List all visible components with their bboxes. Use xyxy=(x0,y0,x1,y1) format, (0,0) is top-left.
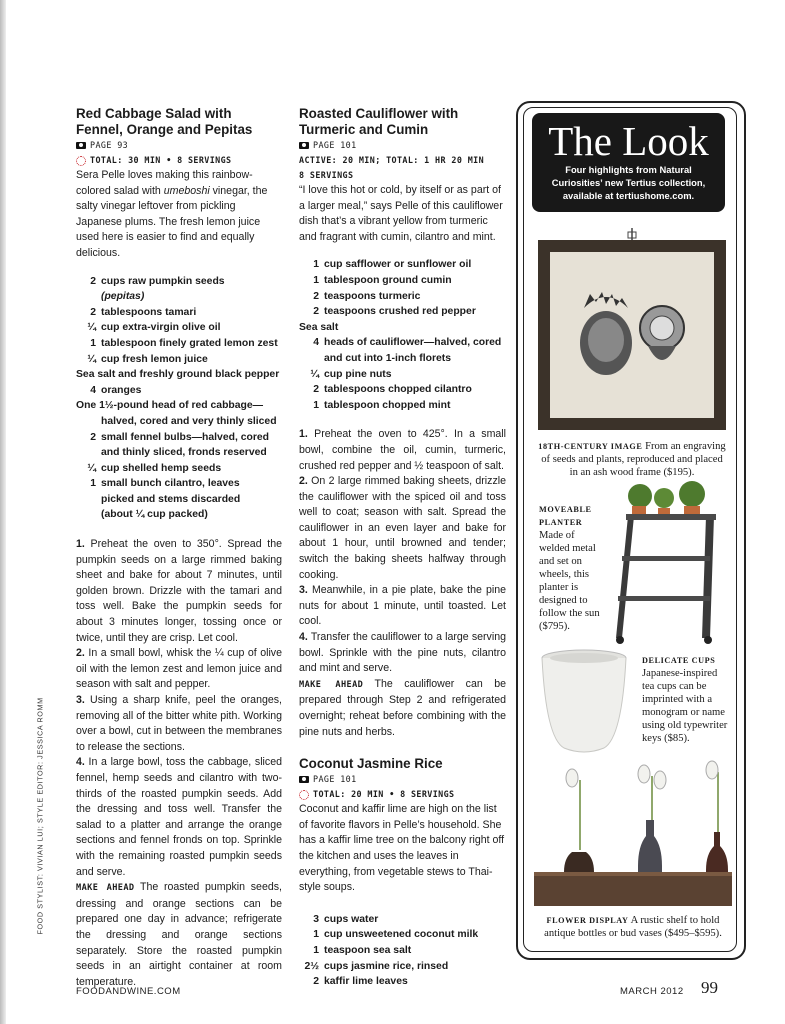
ingredient-text: cup extra-virgin olive oil xyxy=(101,322,221,334)
flower-display-image xyxy=(532,760,734,910)
ingredient-qty: 1 xyxy=(313,944,319,956)
ingredient-item xyxy=(76,336,282,352)
ingredient-qty: 1 xyxy=(313,399,319,411)
ingredient-text: cup safflower or sunflower oil xyxy=(324,259,472,271)
ingredient-text: teaspoon sea salt xyxy=(324,944,412,956)
recipe-steps xyxy=(76,537,282,880)
make-ahead: MAKE AHEAD The cauliflower can be prepared through Step 2 and refrigerated overnight; reheat before combining with the pine nuts and herbs. xyxy=(299,677,506,738)
ingredient-text: oranges xyxy=(101,384,142,396)
ingredient-qty xyxy=(76,507,101,523)
step-item xyxy=(76,755,282,880)
the-look-subtitle: Four highlights from Natural Curiosities’ new Tertius collection, available at tertiushome.com. xyxy=(551,164,706,201)
caption-planter: MOVEABLE PLANTER Made of welded metal and set on wheels, this planter is designed to follow the sun ($795). xyxy=(539,505,600,632)
step-number: 1. xyxy=(299,428,308,441)
ingredient-qty xyxy=(76,289,101,305)
ingredient-text: tablespoons tamari xyxy=(101,306,197,318)
ingredient-text: and cut into 1-inch florets xyxy=(324,352,452,364)
recipe-page-ref: PAGE 101 xyxy=(299,772,506,787)
recipe-title: Red Cabbage Salad with Fennel, Orange and Pepitas xyxy=(76,106,253,137)
ingredient-qty: 2 xyxy=(313,384,319,396)
ingredient-qty: 2 xyxy=(313,976,319,988)
photo-credit: FOOD STYLIST: VIVIAN LUI; STYLE EDITOR: JESSICA ROMM xyxy=(35,697,45,935)
step-item xyxy=(76,693,282,755)
step-item xyxy=(299,427,506,474)
camera-icon xyxy=(299,142,309,149)
ingredient-qty xyxy=(299,351,324,367)
ingredient-text: cup fresh lemon juice xyxy=(101,353,208,365)
ingredient-text: (about ¼ cup packed) xyxy=(101,509,208,521)
ingredient-item xyxy=(76,352,282,368)
step-text: Preheat the oven to 350°. Spread the pumpkin seeds on a large rimmed baking sheet and bake for about 7 minutes, until golden brown. Drizzle with the tamari and toss well. Bake the pumpkin seeds for about 3 minutes longer, tossing once or twice, until they are crisp. Let cool. xyxy=(76,538,282,644)
ingredient-qty: 2 xyxy=(90,431,96,443)
ingredient-text: teaspoons crushed red pepper xyxy=(324,306,476,318)
caption-engraving: 18TH-CENTURY IMAGE From an engraving of seeds and plants, reproduced and placed in an ash wood frame ($195). xyxy=(538,441,726,478)
step-item xyxy=(299,583,506,630)
ingredient-item xyxy=(299,398,506,414)
ingredient-item xyxy=(76,383,282,399)
ingredient-text: cups water xyxy=(324,913,379,925)
ingredient-text: small bunch cilantro, leaves xyxy=(101,478,240,490)
step-number: 3. xyxy=(76,694,85,706)
column-middle xyxy=(299,106,506,990)
recipe-intro: Sera Pelle loves making this rainbow-colored salad with umeboshi vinegar, the salty vinegar leftover from pickling Japanese plums. The fresh lemon juice used here is easier to find and equally delicious. xyxy=(76,169,268,259)
ingredient-text: (pepitas) xyxy=(101,291,145,303)
step-text: Preheat the oven to 425°. In a small bowl, combine the oil, cumin, turmeric, crushed red pepper and ½ teaspoon of salt. xyxy=(299,428,506,472)
ingredient-item xyxy=(299,257,506,273)
ingredient-qty: 2 xyxy=(90,275,96,287)
ingredient-item xyxy=(299,335,506,351)
ingredient-text: teaspoons turmeric xyxy=(324,290,421,302)
ingredient-item xyxy=(76,274,282,290)
page-number: 99 xyxy=(701,978,718,997)
ingredient-qty: ¼ xyxy=(310,368,319,380)
ingredient-qty: ¼ xyxy=(87,353,96,365)
recipe-title: Roasted Cauliflower with Turmeric and Cumin xyxy=(299,106,459,137)
ingredient-qty: 2 xyxy=(313,290,319,302)
caption-flower-display: FLOWER DISPLAY A rustic shelf to hold antique bottles or bud vases ($495–$595). xyxy=(544,915,722,939)
step-number: 3. xyxy=(299,584,308,597)
ingredient-item xyxy=(76,430,282,446)
recipe-servings: 8 SERVINGS xyxy=(299,170,354,180)
ingredient-text: tablespoons chopped cilantro xyxy=(324,384,472,396)
tea-cup-image xyxy=(536,648,636,756)
framed-engraving-image xyxy=(536,228,728,432)
step-number: 2. xyxy=(299,475,308,488)
caption-cups: DELICATE CUPS Japanese-inspired tea cups can be imprinted with a monogram or name using old typewriter keys ($85). xyxy=(642,656,728,744)
ingredient-text: cups raw pumpkin seeds xyxy=(101,275,225,287)
ingredient-item xyxy=(299,289,506,305)
recipe-intro: “I love this hot or cold, by itself or as part of a larger meal,” says Pelle of this cauliflower dish that’s a vibrant yellow from turmeric and fragrant with cumin, cilantro and mint. xyxy=(299,184,503,243)
recipe-page-ref: PAGE 93 xyxy=(76,138,282,153)
ingredient-qty xyxy=(76,445,101,461)
step-text: In a small bowl, whisk the ¼ cup of olive oil with the lemon zest and lemon juice and season with salt and pepper. xyxy=(76,647,282,691)
ingredient-text: tablespoon chopped mint xyxy=(324,399,451,411)
recipe-time: TOTAL: 20 MIN • 8 SERVINGS xyxy=(299,787,506,802)
ingredient-item xyxy=(76,414,282,430)
ingredient-item xyxy=(299,273,506,289)
recipe-title: Coconut Jasmine Rice xyxy=(299,756,443,772)
ingredient-item xyxy=(299,959,506,975)
ingredient-text: One 1½-pound head of red cabbage— xyxy=(76,400,264,412)
camera-icon xyxy=(299,776,309,783)
ingredient-text: halved, cored and very thinly sliced xyxy=(101,415,277,427)
ingredient-item xyxy=(299,367,506,383)
ingredient-text: cup pine nuts xyxy=(324,368,392,380)
step-text: Using a sharp knife, peel the oranges, removing all of the bitter white pith. Working over a bowl, cut in between the membranes to release the sections. xyxy=(76,694,282,753)
make-ahead: MAKE AHEAD The roasted pumpkin seeds, dressing and orange sections can be prepared one day in advance; refrigerate the dressing and orange sections separately. Store the roasted pumpkin seeds in an airtight container at room temperature. xyxy=(76,881,282,988)
ingredient-qty: 1 xyxy=(90,478,96,490)
step-text: Meanwhile, in a pie plate, bake the pine nuts for about 1 minute, until toasted. Let cool. xyxy=(299,584,506,628)
ingredient-qty: 1 xyxy=(313,259,319,271)
ingredient-qty: 4 xyxy=(313,337,319,349)
page-edge xyxy=(0,0,6,1024)
ingredient-qty: 2½ xyxy=(304,960,319,972)
ingredient-item xyxy=(76,289,282,305)
ingredient-text: Sea salt and freshly ground black pepper xyxy=(76,369,280,381)
clock-icon xyxy=(299,790,309,800)
step-number: 1. xyxy=(76,538,85,551)
ingredient-qty: 3 xyxy=(313,913,319,925)
step-number: 4. xyxy=(76,756,85,769)
recipe-steps xyxy=(299,427,506,677)
clock-icon xyxy=(76,156,86,166)
ingredient-item xyxy=(76,492,282,508)
ingredient-item xyxy=(76,367,282,383)
ingredient-item xyxy=(299,912,506,928)
step-text: On 2 large rimmed baking sheets, drizzle the cauliflower with the spiced oil and toss well to coat; season with salt. Spread the cauliflower in an even layer and bake for about 1 hour, until browned and tender; switch the baking sheets halfway through cooking. xyxy=(299,475,506,581)
ingredient-text: tablespoon finely grated lemon zest xyxy=(101,337,278,349)
ingredient-text: heads of cauliflower—halved, cored xyxy=(324,337,502,349)
ingredient-item xyxy=(299,320,506,336)
the-look-header xyxy=(532,113,725,212)
ingredient-text: picked and stems discarded xyxy=(101,493,241,505)
footer-site: FOODANDWINE.COM xyxy=(76,986,181,997)
step-item xyxy=(76,537,282,646)
ingredient-item xyxy=(76,507,282,523)
ingredient-text: Sea salt xyxy=(299,321,339,333)
column-left xyxy=(76,106,282,990)
ingredient-qty xyxy=(76,414,101,430)
step-number: 4. xyxy=(299,631,308,644)
step-item xyxy=(76,646,282,693)
ingredient-qty: 1 xyxy=(313,929,319,941)
ingredient-list xyxy=(299,912,506,990)
ingredient-text: cup shelled hemp seeds xyxy=(101,462,222,474)
the-look-title: The Look xyxy=(548,118,709,164)
ingredient-qty: 2 xyxy=(313,306,319,318)
ingredient-qty: 1 xyxy=(313,274,319,286)
step-number: 2. xyxy=(76,647,85,660)
ingredient-item xyxy=(76,305,282,321)
recipe-intro: Coconut and kaffir lime are high on the list of favorite flavors in Pelle’s household. She has a kaffir lime tree on the balcony right off the kitchen and uses the leaves in everything, from vegetable stews to Thai-style soups. xyxy=(299,803,505,894)
ingredient-text: tablespoon ground cumin xyxy=(324,274,452,286)
recipe-time: TOTAL: 30 MIN • 8 SERVINGS xyxy=(76,153,282,168)
footer-issue: MARCH 2012 xyxy=(620,986,684,997)
step-text: In a large bowl, toss the cabbage, sliced fennel, hemp seeds and cilantro with two-thirds of the roasted pumpkin seeds. Add the dressing and toss well. Transfer the salad to a platter and arrange the orange sections and fennel fronds on top. Sprinkle with the remaining roasted pumpkin seeds and serve. xyxy=(76,756,282,878)
ingredient-item xyxy=(299,943,506,959)
ingredient-qty xyxy=(76,492,101,508)
ingredient-item xyxy=(299,927,506,943)
ingredient-list xyxy=(299,257,506,413)
ingredient-qty: 2 xyxy=(90,306,96,318)
ingredient-text: cups jasmine rice, rinsed xyxy=(324,960,449,972)
ingredient-item xyxy=(299,304,506,320)
planter-image xyxy=(606,478,726,646)
ingredient-text: small fennel bulbs—halved, cored xyxy=(101,431,270,443)
ingredient-item xyxy=(76,445,282,461)
recipe-page-ref: PAGE 101 xyxy=(299,138,506,153)
ingredient-item xyxy=(299,351,506,367)
ingredient-text: kaffir lime leaves xyxy=(324,976,408,988)
ingredient-qty: 4 xyxy=(90,384,96,396)
ingredient-text: and thinly sliced, fronds reserved xyxy=(101,447,267,459)
ingredient-qty: ¼ xyxy=(87,462,96,474)
ingredient-item xyxy=(299,382,506,398)
ingredient-item xyxy=(76,461,282,477)
ingredient-qty: 1 xyxy=(90,337,96,349)
ingredient-text: cup unsweetened coconut milk xyxy=(324,929,479,941)
ingredient-qty: ¼ xyxy=(87,322,96,334)
ingredient-item xyxy=(76,320,282,336)
step-item xyxy=(299,474,506,583)
ingredient-item xyxy=(299,974,506,990)
ingredient-item xyxy=(76,398,282,414)
step-text: Transfer the cauliflower to a large serving bowl. Sprinkle with the pine nuts, cilantro and mint and serve. xyxy=(299,631,506,675)
recipe-time: ACTIVE: 20 MIN; TOTAL: 1 HR 20 MIN xyxy=(299,155,485,165)
camera-icon xyxy=(76,142,86,149)
ingredient-list xyxy=(76,274,282,524)
ingredient-item xyxy=(76,476,282,492)
step-item xyxy=(299,630,506,677)
